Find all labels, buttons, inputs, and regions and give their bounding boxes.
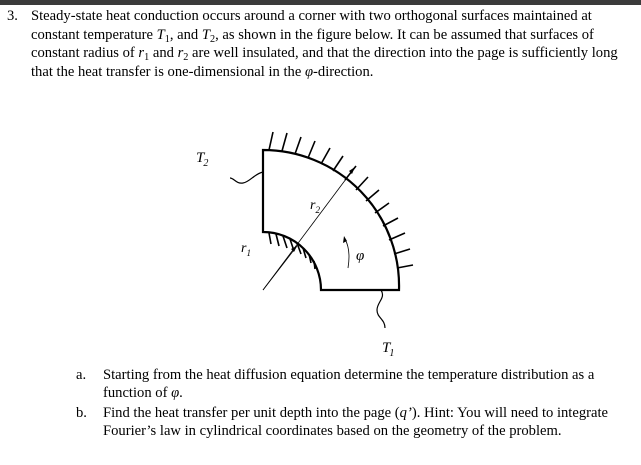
T2-label: T2 [196, 150, 209, 169]
part-b [76, 404, 636, 441]
part-a-label: a. [76, 367, 87, 383]
T1-leader [377, 290, 385, 328]
T1-label: T1 [382, 340, 395, 359]
part-a-text: Starting from the heat diffusion equation determine the temperature distribution as a function of φ. [103, 367, 595, 402]
phi-arrow [345, 239, 349, 268]
top-border [0, 0, 641, 5]
annulus-sector [263, 150, 399, 290]
part-b-label: b. [76, 404, 87, 421]
r2-arrow [263, 167, 355, 290]
part-a [76, 366, 636, 403]
r1-label: $r_1$ [241, 241, 251, 258]
r2-label: $r_2$ [310, 198, 320, 215]
phi-label: φ [356, 248, 365, 264]
problem-statement [7, 7, 633, 81]
T2-leader [230, 172, 263, 183]
problem-parts [76, 366, 636, 442]
problem-number: 3. [7, 8, 18, 24]
corner-conduction-figure [180, 120, 450, 360]
part-b-text: Find the heat transfer per unit depth into the page (q’). Hint: You will need to integrate Fourier’s law in cylindrical coordinates based on the geometry of the problem. [103, 404, 609, 440]
problem-text: Steady-state heat conduction occurs around a corner with two orthogonal surfaces maintained at constant temperature $T_1$, and $T_2$, as shown in the figure below. It can be assumed that surfaces of constant radius of $r_1$ and $r_2$ are well insulated, and that the direction into the page is sufficiently long that the heat transfer is one-dimensional in the φ-direction. [31, 8, 618, 80]
